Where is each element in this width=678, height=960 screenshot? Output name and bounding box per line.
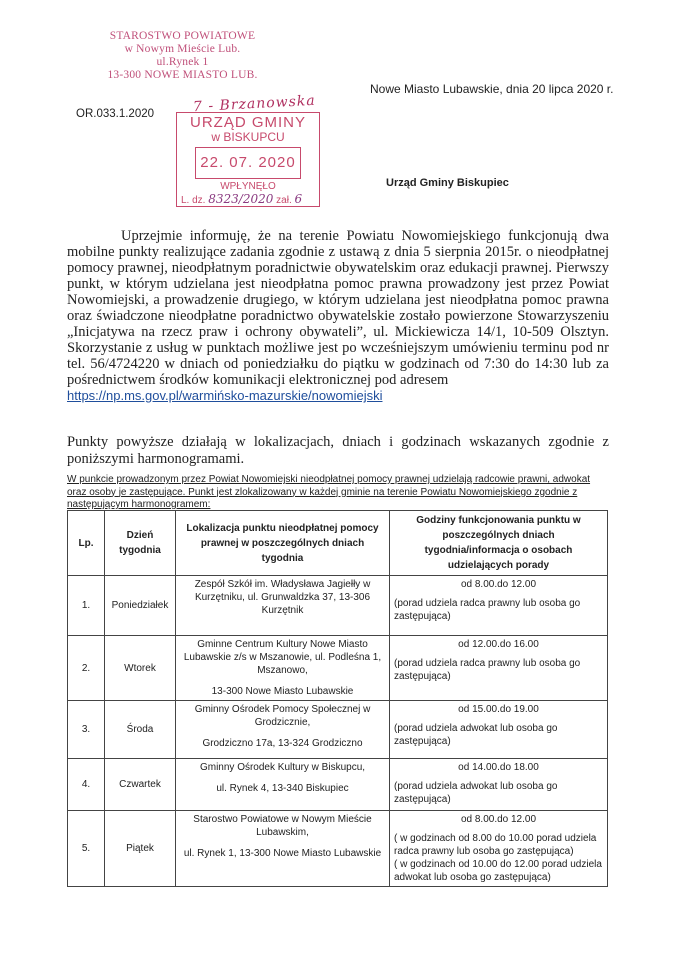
office-stamp xyxy=(95,30,270,82)
row-location xyxy=(176,759,390,811)
row-location-line1: Starostwo Powiatowe w Nowym Mieście Lubawskim, xyxy=(193,814,372,838)
office-stamp-line3: ul.Rynek 1 xyxy=(156,56,209,68)
row-hours-range: od 14.00.do 18.00 xyxy=(458,762,539,773)
received-stamp-number-prefix: L. dz. xyxy=(181,195,206,206)
row-hours-info-2: ( w godzinach od 10.00 do 12.00 porad udziela adwokat lub osoba go zastępująca) xyxy=(394,859,602,883)
table-header-row xyxy=(68,511,608,576)
row-hours-info: (porad udziela adwokat lub osoba go zastępująca) xyxy=(394,723,558,747)
row-hours xyxy=(390,701,608,759)
row-hours-info: ( w godzinach od 8.00 do 10.00 porad udziela radca prawny lub osoba go zastępująca) xyxy=(394,833,597,857)
row-hours-range: od 8.00.do 12.00 xyxy=(460,579,537,590)
body-paragraph-2: Punkty powyższe działają w lokalizacjach, dniach i godzinach wskazanych zgodnie z poniższymi harmonogramami. xyxy=(67,434,609,467)
row-hours-info: (porad udziela radca prawny lub osoba go zastępująca) xyxy=(394,658,581,682)
row-location-line2: Grodziczno 17a, 13-324 Grodziczno xyxy=(202,738,363,749)
schedule-table xyxy=(67,510,608,887)
row-hours-info: (porad udziela radca prawny lub osoba go zastępująca) xyxy=(394,598,581,622)
body-paragraph-1-text: Uprzejmie informuję, że na terenie Powiatu Nowomiejskiego funkcjonują dwa mobilne punkty realizujące zadania zgodnie z ustawą z dnia 5 sierpnia 2015r. o nieodpłatnej pomocy prawnej, nieodpłatnym poradnictwie obywatelskim oraz edukacji prawnej. Pierwszy punkt, w którym udzielana jest nieodpłatna pomoc prawna prowadzony jest przez Powiat Nowomiejski, a prowadzenie drugiego, w którym udzielana jest nieodpłatna pomoc prawna oraz świadczone nieodpłatne poradnictwo obywatelskie zostało powierzone Stowarzyszeniu „Inicjatywa na rzecz praw i ochrony obywateli”, ul. Mickiewicza 14/1, 10-509 Olsztyn. Skorzystanie z usług w punktach możliwe jest po wcześniejszym umówieniu terminu pod nr tel. 56/4724220 w dniach od poniedziałku do piątku w godzinach od 7:30 do 14:30 lub za pośrednictwem środków komunikacji elektronicznej pod adresem xyxy=(67,228,609,388)
table-row xyxy=(68,811,608,887)
recipient: Urząd Gminy Biskupiec xyxy=(386,177,509,189)
received-stamp-attachments-label: zał. xyxy=(276,195,292,206)
table-row xyxy=(68,576,608,636)
received-stamp-subtitle: w BISKUPCU xyxy=(211,130,285,144)
table-row xyxy=(68,759,608,811)
row-location-line2: ul. Rynek 1, 13-300 Nowe Miasto Lubawskie xyxy=(183,848,382,859)
row-hours xyxy=(390,576,608,636)
letter-body xyxy=(67,228,609,404)
row-location-line1: Gminny Ośrodek Kultury w Biskupcu, xyxy=(199,762,366,773)
row-lp: 1. xyxy=(68,576,105,636)
received-stamp xyxy=(176,112,320,207)
row-location xyxy=(176,576,390,636)
schedule-note: W punkcie prowadzonym przez Powiat Nowomiejski nieodpłatnej pomocy prawnej udzielają radcowie prawni, adwokat oraz osoby je zastępujące. Punkt jest zlokalizowany w każdej gminie na terenie Powiatu Nowomiejskiego zgodnie z następującym harmonogramem: xyxy=(67,474,591,510)
row-hours xyxy=(390,759,608,811)
office-stamp-line1: STAROSTWO POWIATOWE xyxy=(109,30,256,42)
row-day: Środa xyxy=(105,701,176,759)
row-location-line1: Gminny Ośrodek Pomocy Społecznej w Grodzicznie, xyxy=(194,704,371,728)
row-lp: 4. xyxy=(68,759,105,811)
schedule-table-body xyxy=(68,576,608,887)
place-and-date: Nowe Miasto Lubawskie, dnia 20 lipca 2020 r. xyxy=(370,82,614,96)
header-day: Dzień tygodnia xyxy=(105,511,176,576)
received-stamp-number: 8323/2020 xyxy=(208,192,274,206)
row-hours-range: od 8.00.do 12.00 xyxy=(460,814,537,825)
table-row xyxy=(68,701,608,759)
row-hours-range: od 12.00.do 16.00 xyxy=(458,639,539,650)
row-hours-range: od 15.00.do 19.00 xyxy=(458,704,539,715)
received-stamp-date: 22. 07. 2020 xyxy=(195,147,301,179)
row-day: Poniedziałek xyxy=(105,576,176,636)
received-stamp-title: URZĄD GMINY xyxy=(190,114,306,131)
received-stamp-attachments: 6 xyxy=(294,192,303,206)
reference-number: OR.033.1.2020 xyxy=(76,108,155,120)
row-hours xyxy=(390,636,608,701)
row-location-line2: 13-300 Nowe Miasto Lubawskie xyxy=(211,686,354,697)
row-location-line2: ul. Rynek 4, 13-340 Biskupiec xyxy=(216,783,349,794)
header-hours: Godziny funkcjonowania punktu w poszczególnych dniach tygodnia/informacja o osobach udzielających porady xyxy=(390,511,608,576)
row-hours-info: (porad udziela adwokat lub osoba go zastępująca) xyxy=(394,781,558,805)
handwritten-signature: 7 - Brzanowska xyxy=(192,92,317,116)
received-stamp-label: WPŁYNĘŁO xyxy=(220,181,276,192)
header-location: Lokalizacja punktu nieodpłatnej pomocy prawnej w poszczególnych dniach tygodnia xyxy=(176,511,390,576)
received-stamp-number-line xyxy=(177,193,319,207)
row-day: Piątek xyxy=(105,811,176,887)
office-stamp-line2: w Nowym Mieście Lub. xyxy=(124,43,241,55)
row-lp: 2. xyxy=(68,636,105,701)
header-lp: Lp. xyxy=(68,511,105,576)
body-paragraph-1 xyxy=(67,228,609,404)
office-stamp-line4: 13-300 NOWE MIASTO LUB. xyxy=(107,69,258,81)
row-day: Wtorek xyxy=(105,636,176,701)
row-hours xyxy=(390,811,608,887)
row-lp: 3. xyxy=(68,701,105,759)
table-row xyxy=(68,636,608,701)
legal-aid-link[interactable]: https://np.ms.gov.pl/warmińsko-mazurskie/nowomiejski xyxy=(67,388,383,403)
row-location xyxy=(176,636,390,701)
row-day: Czwartek xyxy=(105,759,176,811)
row-location xyxy=(176,811,390,887)
row-location xyxy=(176,701,390,759)
row-location-line1: Zespół Szkół im. Władysława Jagiełły w Kurzętniku, ul. Grunwaldzka 37, 13-306 Kurzętnik xyxy=(194,579,371,616)
row-lp: 5. xyxy=(68,811,105,887)
row-location-line1: Gminne Centrum Kultury Nowe Miasto Lubawskie z/s w Mszanowie, ul. Podleśna 1, Mszanowo, xyxy=(183,639,382,676)
